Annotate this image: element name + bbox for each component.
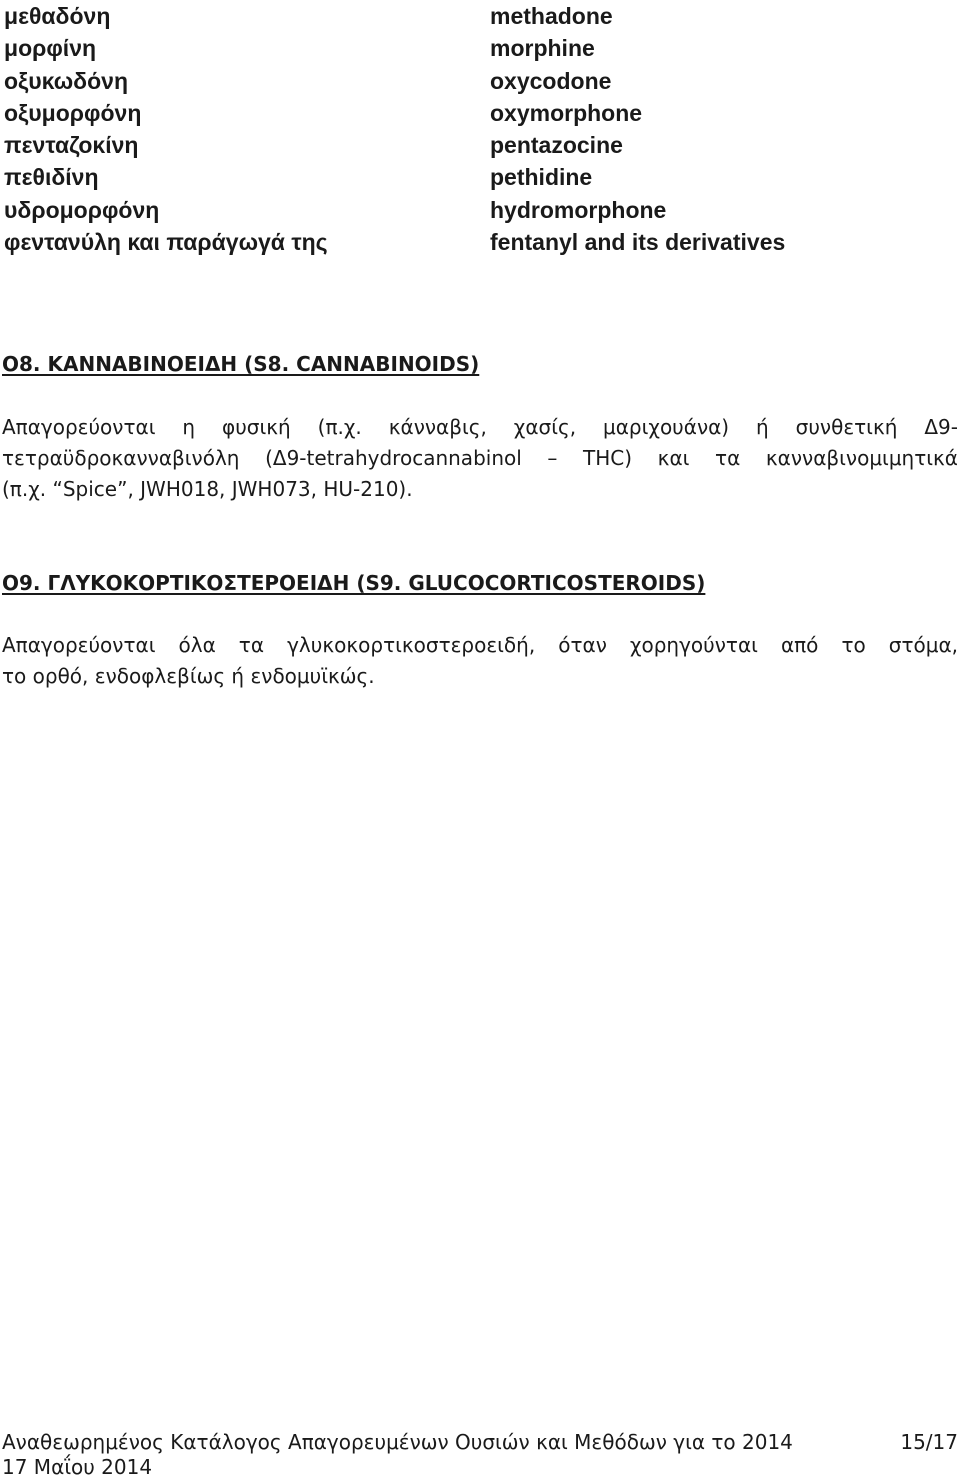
drug-row bbox=[0, 129, 960, 161]
drug-name-greek: πενταζοκίνη bbox=[4, 132, 139, 159]
page-number: 15/17 bbox=[900, 1430, 958, 1454]
drug-name-greek: πεθιδίνη bbox=[4, 164, 99, 191]
drug-name-english: fentanyl and its derivatives bbox=[490, 229, 786, 256]
drug-name-greek: μεθαδόνη bbox=[4, 3, 111, 29]
section-heading-s8: Ο8. ΚΑΝΝΑΒΙΝΟΕΙΔΗ (S8. CANNABINOIDS) bbox=[2, 352, 480, 376]
drug-row bbox=[0, 32, 960, 64]
section-text-s8 bbox=[2, 412, 958, 505]
drug-row bbox=[0, 0, 960, 32]
drug-row bbox=[0, 226, 960, 258]
section-heading-s9: Ο9. ΓΛΥΚΟΚΟΡΤΙΚΟΣΤΕΡΟΕΙΔΗ (S9. GLUCOCORTICOSTEROIDS) bbox=[2, 571, 706, 595]
footer-date: 17 Μαΐου 2014 bbox=[2, 1455, 153, 1479]
drug-name-english: pentazocine bbox=[490, 132, 623, 159]
drug-name-english: pethidine bbox=[490, 164, 593, 191]
paragraph-line: τετραϋδροκανναβινόλη (Δ9-tetrahydrocannabinol – THC) και τα κανναβινομιμητικά bbox=[2, 446, 958, 470]
drug-name-greek: οξυμορφόνη bbox=[4, 99, 142, 126]
drug-name-english: hydromorphone bbox=[490, 196, 667, 223]
paragraph-line: το ορθό, ενδοφλεβίως ή ενδομυϊκώς. bbox=[2, 664, 375, 688]
drug-row bbox=[0, 194, 960, 226]
drug-name-english: methadone bbox=[490, 3, 613, 29]
paragraph-line: Απαγορεύονται όλα τα γλυκοκορτικοστεροειδή, όταν χορηγούνται από το στόμα, bbox=[2, 633, 958, 657]
drug-list bbox=[0, 0, 960, 258]
drug-row bbox=[0, 161, 960, 193]
paragraph-line: Απαγορεύονται η φυσική (π.χ. κάνναβις, χασίς, μαριχουάνα) ή συνθετική Δ9- bbox=[2, 415, 958, 439]
paragraph-line: (π.χ. “Spice”, JWH018, JWH073, HU-210). bbox=[2, 477, 413, 501]
drug-name-greek: οξυκωδόνη bbox=[4, 67, 129, 94]
drug-name-english: morphine bbox=[490, 35, 595, 62]
footer-title: Αναθεωρημένος Κατάλογος Απαγορευμένων Ουσιών και Μεθόδων για το 2014 bbox=[2, 1430, 793, 1454]
drug-name-greek: υδρομορφόνη bbox=[4, 196, 160, 223]
drug-row bbox=[0, 97, 960, 129]
drug-name-english: oxycodone bbox=[490, 67, 612, 94]
drug-row bbox=[0, 65, 960, 97]
drug-name-greek: μορφίνη bbox=[4, 35, 97, 62]
section-text-s9 bbox=[2, 630, 958, 692]
drug-name-english: oxymorphone bbox=[490, 99, 643, 126]
drug-name-greek: φεντανύλη και παράγωγά της bbox=[4, 229, 328, 256]
